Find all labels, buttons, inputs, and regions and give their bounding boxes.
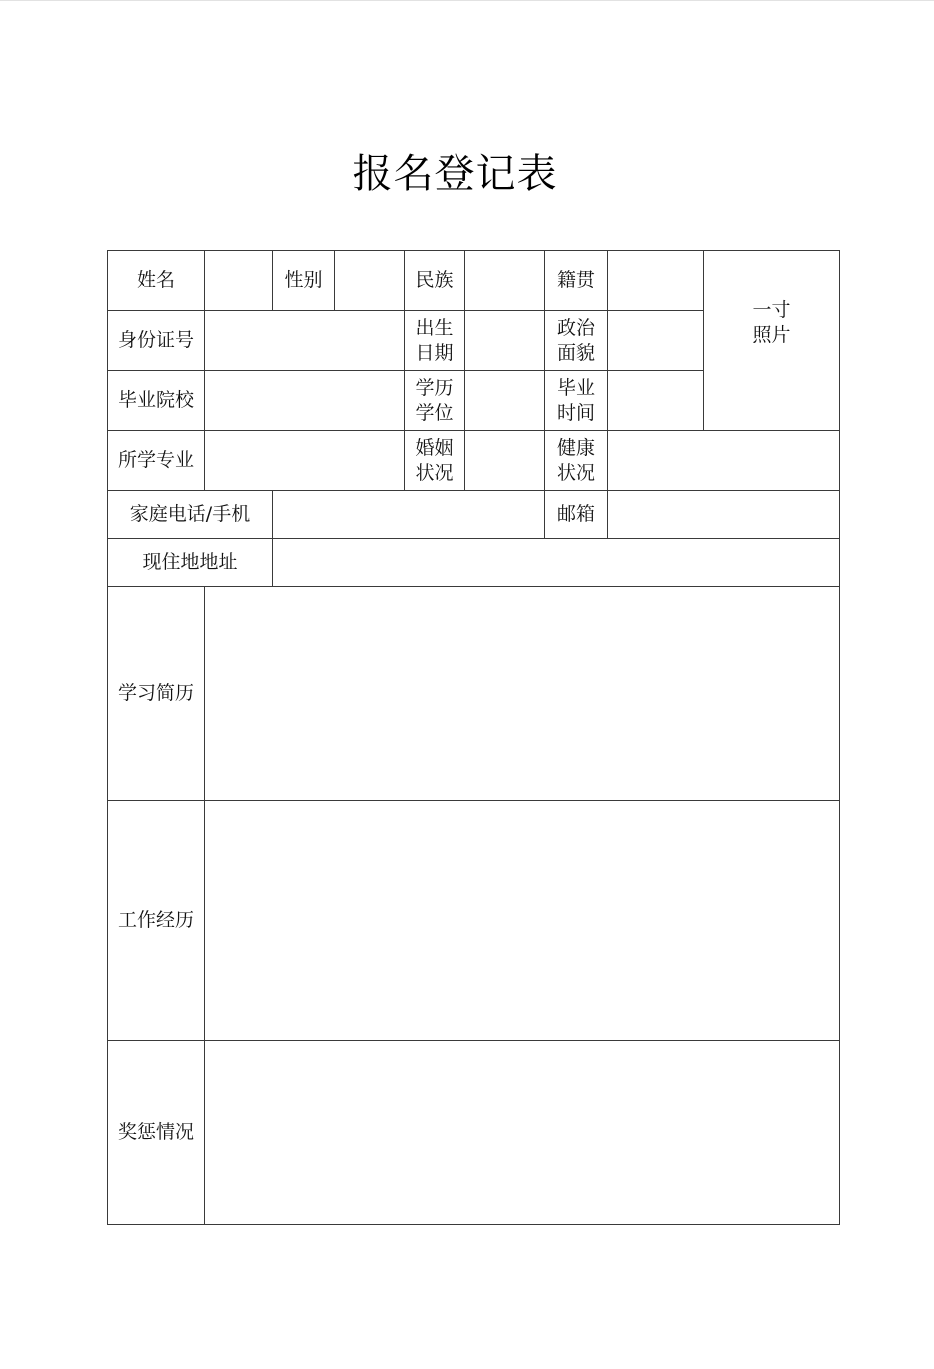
ethnicity-field[interactable] [465,251,545,311]
phone-label [108,491,273,539]
email-label [545,491,608,539]
graduation-time-label-line1: 毕业 [556,376,595,399]
rewards-field[interactable] [205,1041,839,1224]
education-label-line2: 学位 [415,401,454,424]
birth-date-label-line2: 日期 [415,341,454,364]
marital-status-label-line1: 婚姻 [415,436,454,459]
political-status-label-line2: 面貌 [556,341,595,364]
address-label [108,539,273,587]
health-status-field[interactable] [608,431,839,491]
health-status-label-line2: 状况 [556,461,595,484]
political-status-field[interactable] [608,311,704,371]
education-label-line1: 学历 [415,376,454,399]
native-place-field[interactable] [608,251,704,311]
registration-form-table [107,250,840,1225]
photo-label-line2: 照片 [752,323,791,346]
id-number-label-text: 身份证号 [117,329,194,351]
graduation-time-field[interactable] [608,371,704,431]
school-label [108,371,205,431]
id-number-label [108,311,205,371]
major-label [108,431,205,491]
school-label-text: 毕业院校 [117,389,194,411]
work-history-field[interactable] [205,801,839,1041]
gender-field[interactable] [335,251,405,311]
phone-label-text: 家庭电话/手机 [129,503,251,525]
major-label-text: 所学专业 [117,449,194,471]
birth-date-label [405,311,465,371]
graduation-time-label-line2: 时间 [556,401,595,424]
political-status-label-line1: 政治 [556,316,595,339]
rewards-label-text: 奖惩情况 [117,1121,194,1143]
page-title: 报名登记表 [352,151,558,197]
name-label-text: 姓名 [136,269,175,291]
health-status-label [545,431,608,491]
name-field[interactable] [205,251,273,311]
ethnicity-label-text: 民族 [415,269,454,291]
phone-field[interactable] [273,491,545,539]
study-history-label-text: 学习简历 [117,682,194,704]
birth-date-field[interactable] [465,311,545,371]
address-field[interactable] [273,539,839,587]
graduation-time-label [545,371,608,431]
native-place-label [545,251,608,311]
native-place-label-text: 籍贯 [556,269,595,291]
gender-label-text: 性别 [284,269,323,291]
work-history-label [108,801,205,1041]
address-label-text: 现住地地址 [142,551,238,573]
study-history-field[interactable] [205,587,839,801]
school-field[interactable] [205,371,405,431]
political-status-label [545,311,608,371]
marital-status-field[interactable] [465,431,545,491]
page-top-rule [0,0,934,1]
photo-label-line1: 一寸 [752,298,791,321]
ethnicity-label [405,251,465,311]
rewards-label [108,1041,205,1224]
email-field[interactable] [608,491,839,539]
name-label [108,251,205,311]
work-history-label-text: 工作经历 [117,909,194,931]
marital-status-label-line2: 状况 [415,461,454,484]
photo-box[interactable] [704,251,839,431]
email-label-text: 邮箱 [556,503,595,525]
birth-date-label-line1: 出生 [415,316,454,339]
major-field[interactable] [205,431,405,491]
marital-status-label [405,431,465,491]
education-field[interactable] [465,371,545,431]
id-number-field[interactable] [205,311,405,371]
gender-label [273,251,335,311]
health-status-label-line1: 健康 [556,436,595,459]
education-label [405,371,465,431]
study-history-label [108,587,205,801]
